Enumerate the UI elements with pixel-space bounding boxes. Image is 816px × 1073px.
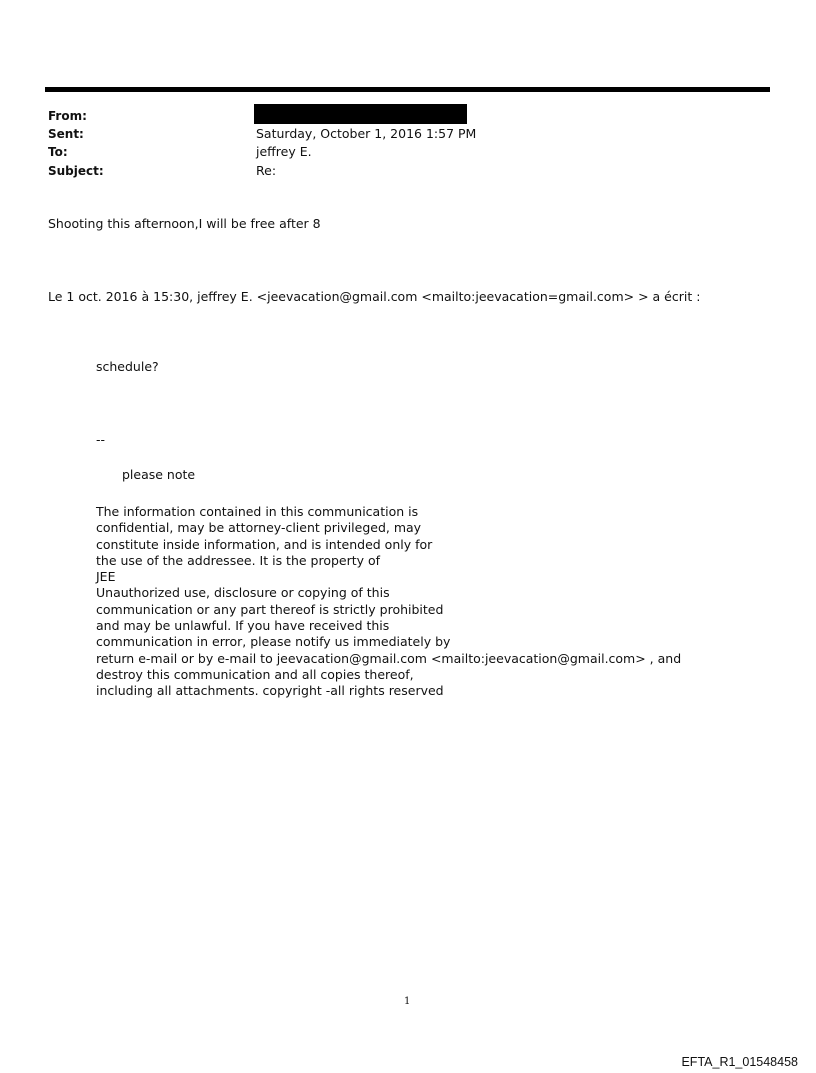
disclaimer-line: and may be unlawful. If you have received this <box>96 618 390 634</box>
disclaimer-line: return e-mail or by e-mail to jeevacation@gmail.com <mailto:jeevacation@gmail.com> , and <box>96 650 682 666</box>
from-redaction <box>254 104 467 124</box>
disclaimer-line: including all attachments. copyright -all rights reserved <box>96 683 444 699</box>
page-number: 1 <box>404 996 411 1007</box>
quoted-text: schedule? <box>96 359 159 374</box>
disclaimer-line: Unauthorized use, disclosure or copying of this <box>96 585 390 601</box>
disclaimer-line: the use of the addressee. It is the property of <box>96 552 381 568</box>
disclaimer-line: communication in error, please notify us immediately by <box>96 634 451 650</box>
header-rule <box>45 87 770 92</box>
reply-line: Shooting this afternoon,I will be free after 8 <box>48 216 321 231</box>
signature-separator: -- <box>96 432 106 447</box>
disclaimer-line: communication or any part thereof is strictly prohibited <box>96 601 444 617</box>
disclaimer-line: destroy this communication and all copies thereof, <box>96 666 414 682</box>
from-label: From: <box>48 109 87 123</box>
document-id: EFTA_R1_01548458 <box>681 1055 798 1069</box>
sent-label: Sent: <box>48 127 84 141</box>
to-value: jeffrey E. <box>256 144 312 159</box>
disclaimer-line: The information contained in this communication is <box>96 504 419 519</box>
sent-value: Saturday, October 1, 2016 1:57 PM <box>256 126 477 141</box>
disclaimer-line: constitute inside information, and is intended only for <box>96 536 433 552</box>
to-label: To: <box>48 145 68 159</box>
subject-value: Re: <box>256 163 277 178</box>
disclaimer <box>96 504 681 700</box>
please-note: please note <box>122 467 196 482</box>
subject-label: Subject: <box>48 164 104 178</box>
disclaimer-line: JEE <box>96 569 116 585</box>
disclaimer-line: confidential, may be attorney-client privileged, may <box>96 520 422 536</box>
quote-header: Le 1 oct. 2016 à 15:30, jeffrey E. <jeevacation@gmail.com <mailto:jeevacation=gmail.com> > a écrit : <box>48 289 701 304</box>
